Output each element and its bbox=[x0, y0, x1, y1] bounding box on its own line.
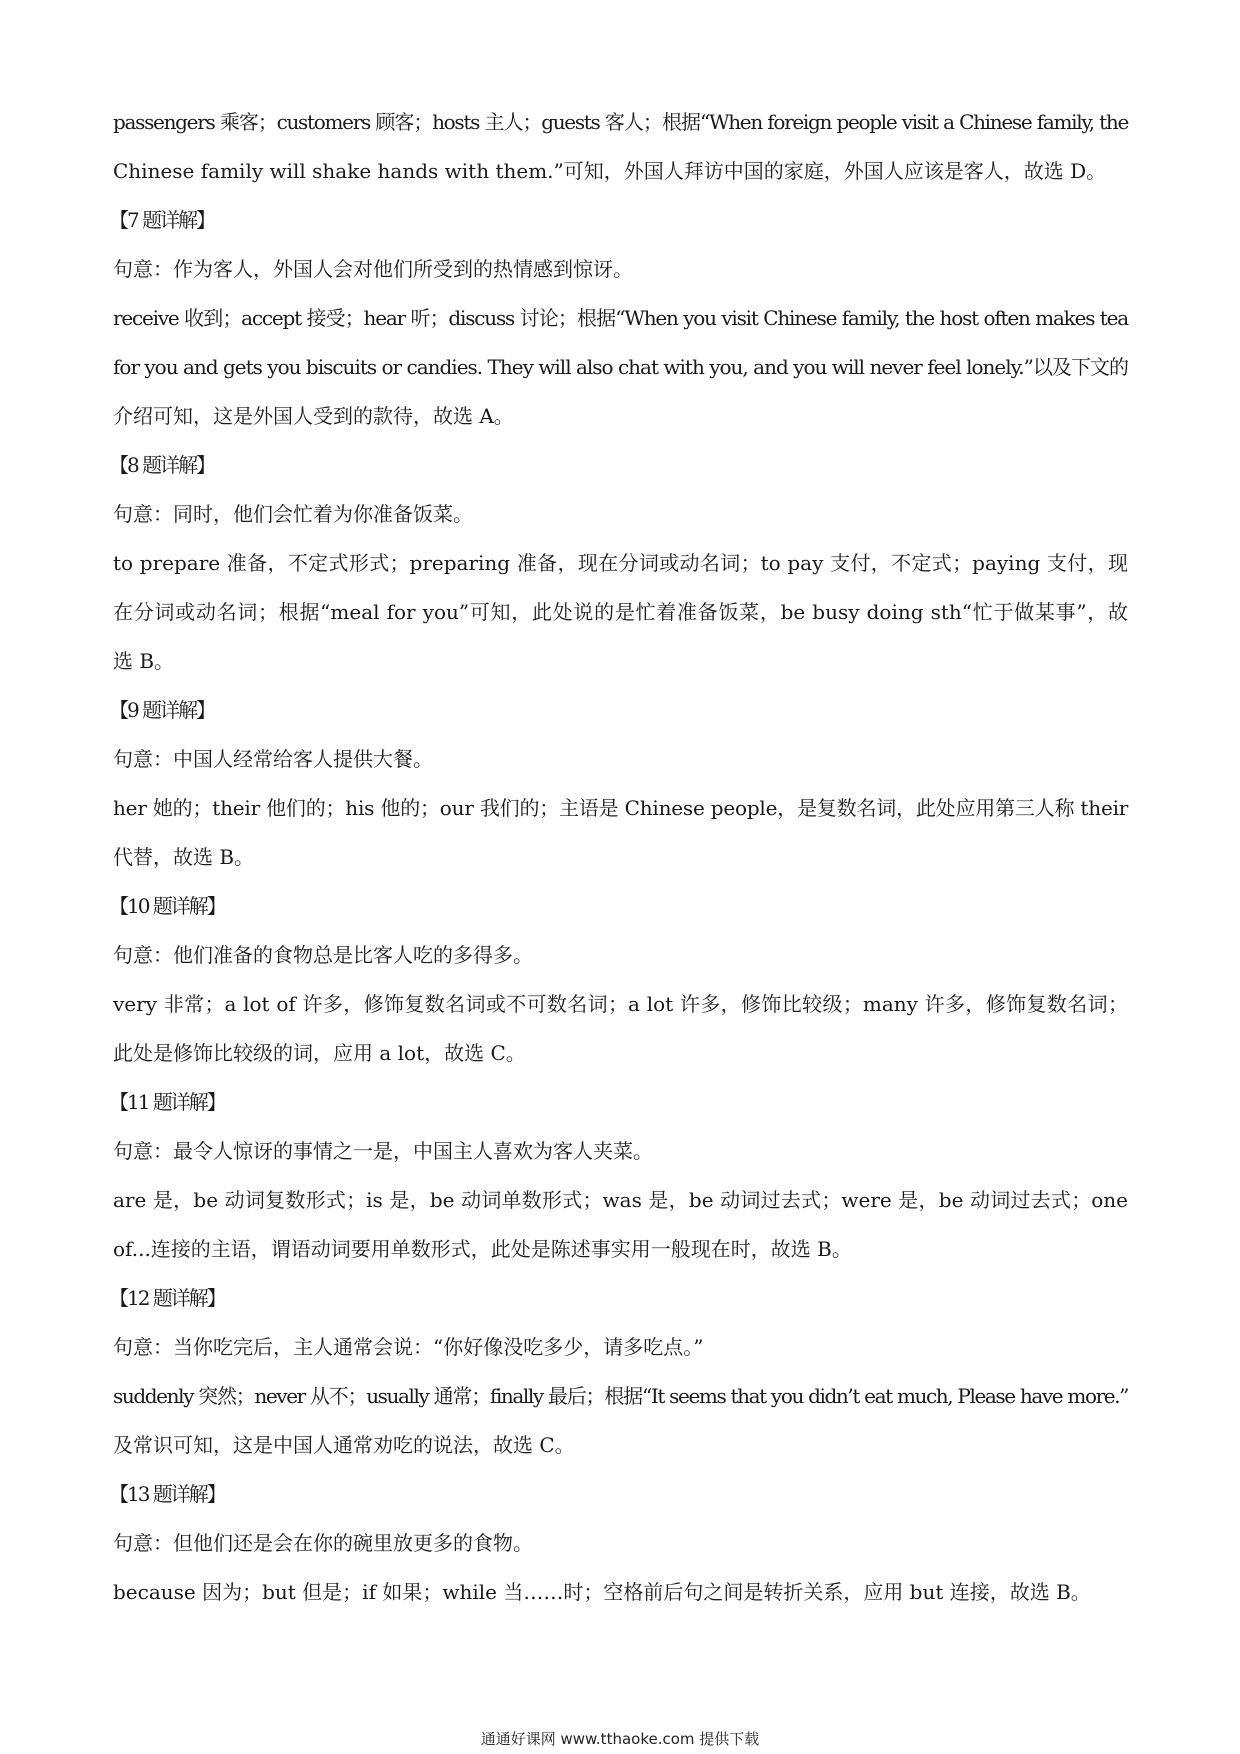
text-line: 句意：最令人惊讶的事情之一是，中国主人喜欢为客人夹菜。 bbox=[113, 1139, 653, 1163]
section-heading: 【11 题详解】 bbox=[109, 1090, 225, 1114]
text-line: suddenly 突然；never 从不；usually 通常；finally 最后；根据“It seems that you didn’t eat much, Please have more.” bbox=[113, 1384, 1128, 1408]
section-heading: 【10 题详解】 bbox=[109, 894, 225, 918]
text-line: 代替，故选 B。 bbox=[113, 845, 255, 869]
text-line: 介绍可知，这是外国人受到的款待，故选 A。 bbox=[113, 404, 514, 428]
text-line: for you and gets you biscuits or candies. They will also chat with you, and you will never feel lonely.”以及下文的 bbox=[113, 355, 1128, 379]
text-line: of...连接的主语，谓语动词要用单数形式，此处是陈述事实用一般现在时，故选 B。 bbox=[113, 1237, 852, 1261]
text-line: her 她的；their 他们的；his 他的；our 我们的；主语是 Chinese people，是复数名词，此处应用第三人称 their bbox=[113, 796, 1129, 820]
document-body bbox=[109, 98, 1129, 1617]
text-line: 句意：中国人经常给客人提供大餐。 bbox=[113, 747, 433, 771]
text-line: 句意：但他们还是会在你的碗里放更多的食物。 bbox=[113, 1531, 533, 1555]
section-heading: 【12 题详解】 bbox=[109, 1286, 225, 1310]
text-line: 在分词或动名词；根据“meal for you”可知，此处说的是忙着准备饭菜，be busy doing sth“忙于做某事”，故 bbox=[113, 600, 1128, 624]
text-line: very 非常；a lot of 许多，修饰复数名词或不可数名词；a lot 许多，修饰比较级；many 许多，修饰复数名词； bbox=[113, 992, 1128, 1016]
section-heading: 【7 题详解】 bbox=[109, 208, 215, 232]
text-line: to prepare 准备，不定式形式；preparing 准备，现在分词或动名词；to pay 支付，不定式；paying 支付，现 bbox=[113, 551, 1128, 575]
text-line: passengers 乘客；customers 顾客；hosts 主人；guests 客人；根据“When foreign people visit a Chinese family, the bbox=[113, 110, 1128, 134]
text-line: 选 B。 bbox=[113, 649, 175, 673]
section-heading: 【13 题详解】 bbox=[109, 1482, 225, 1506]
text-line: 句意：当你吃完后，主人通常会说：“你好像没吃多少，请多吃点。” bbox=[113, 1335, 704, 1359]
text-line: 此处是修饰比较级的词，应用 a lot，故选 C。 bbox=[113, 1041, 526, 1065]
text-line: because 因为；but 但是；if 如果；while 当……时；空格前后句之间是转折关系，应用 but 连接，故选 B。 bbox=[113, 1580, 1091, 1604]
page-footer: 通通好课网 www.tthaoke.com 提供下载 bbox=[480, 1730, 760, 1748]
text-line: 句意：同时，他们会忙着为你准备饭菜。 bbox=[113, 502, 473, 526]
text-line: are 是，be 动词复数形式；is 是，be 动词单数形式；was 是，be 动词过去式；were 是，be 动词过去式；one bbox=[113, 1188, 1128, 1212]
text-line: 及常识可知，这是中国人通常劝吃的说法，故选 C。 bbox=[113, 1433, 575, 1457]
text-line: Chinese family will shake hands with them.”可知，外国人拜访中国的家庭，外国人应该是客人，故选 D。 bbox=[113, 159, 1107, 183]
text-line: receive 收到；accept 接受；hear 听；discuss 讨论；根据“When you visit Chinese family, the host often makes tea bbox=[113, 306, 1128, 330]
section-heading: 【8 题详解】 bbox=[109, 453, 215, 477]
section-heading: 【9 题详解】 bbox=[109, 698, 215, 722]
text-line: 句意：他们准备的食物总是比客人吃的多得多。 bbox=[113, 943, 533, 967]
text-line: 句意：作为客人，外国人会对他们所受到的热情感到惊讶。 bbox=[113, 257, 633, 281]
